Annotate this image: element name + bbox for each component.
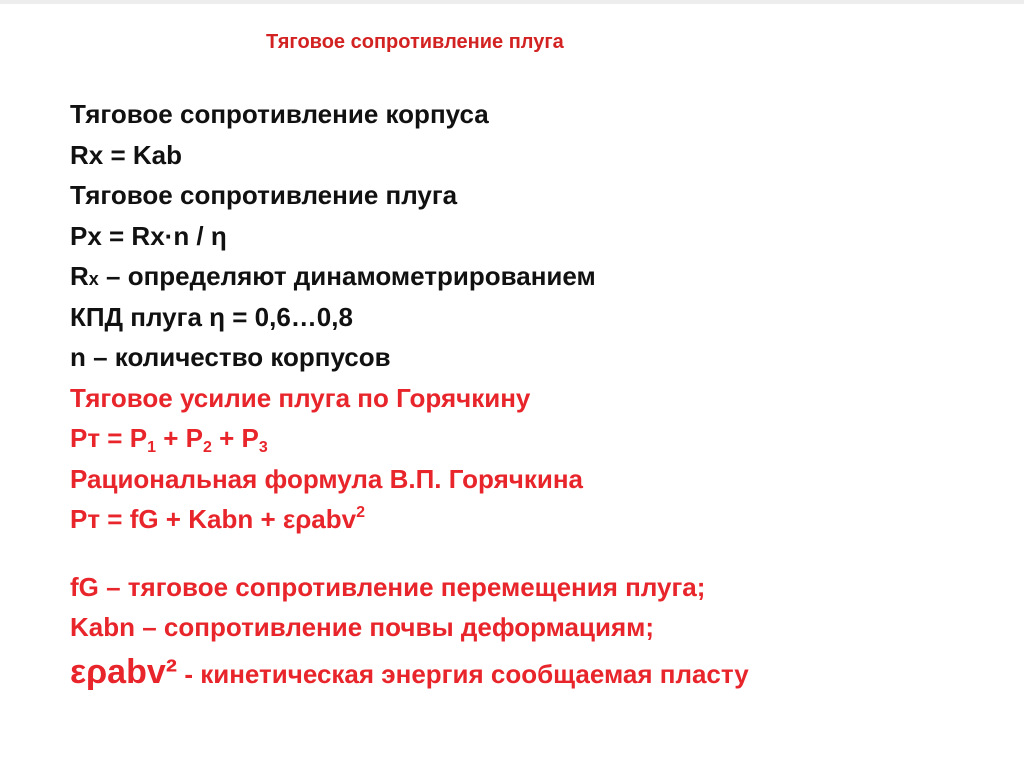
pt-sum-part-2: + P — [155, 423, 203, 453]
red-line-3: Рациональная формула В.П. Горячкина — [70, 463, 583, 494]
superscript-2: 2 — [356, 504, 365, 521]
formula-px: Pх = Rх·n / η — [70, 220, 227, 251]
slide-title: Тяговое сопротивление плуга — [266, 31, 564, 53]
text-line-6: КПД плуга η = 0,6…0,8 — [70, 301, 353, 332]
rx-description: – определяют динамометрированием — [98, 261, 596, 291]
spacer — [70, 540, 749, 567]
subscript-3: 3 — [258, 439, 268, 456]
text-line-7: n – количество корпусов — [70, 342, 391, 372]
kinetic-term: ερabv² — [70, 652, 178, 691]
red-line-6: Kabn – сопротивление почвы деформациям; — [70, 612, 655, 642]
pt-sum-part-1: Pт = P — [70, 423, 148, 453]
kinetic-description: - кинетическая энергия сообщаемая пласту — [177, 658, 749, 689]
top-divider — [0, 0, 1024, 4]
slide-body — [70, 94, 749, 696]
rx-symbol: R — [70, 261, 89, 291]
subscript-1: 1 — [147, 439, 156, 456]
text-line-5 — [70, 256, 749, 297]
subscript-2: 2 — [202, 439, 212, 456]
pt-sum-part-3: + P — [211, 423, 259, 453]
text-line-3: Тяговое сопротивление плуга — [70, 180, 458, 210]
text-line-1: Тяговое сопротивление корпуса — [70, 99, 489, 129]
red-line-5: fG – тяговое сопротивление перемещения плуга; — [70, 571, 706, 602]
red-line-1: Тяговое усилие плуга по Горячкину — [70, 382, 531, 413]
goryachkin-formula-text: Pт = fG + Kabn + ερabv — [70, 504, 357, 534]
formula-goryachkin — [70, 499, 749, 540]
formula-rx: Rх = Kab — [70, 139, 182, 170]
red-line-7 — [70, 648, 749, 696]
formula-pt-sum — [70, 418, 749, 459]
rx-subscript: х — [88, 269, 99, 289]
